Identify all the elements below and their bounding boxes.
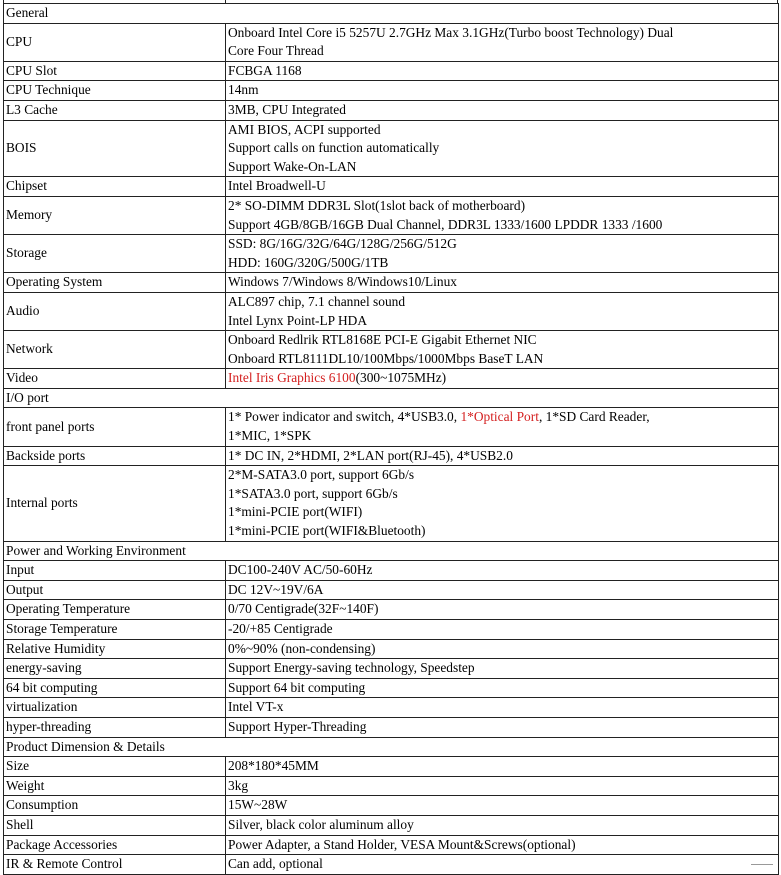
- value-text: DC100-240V AC/50-60Hz: [228, 562, 373, 578]
- value-text: 1* Power indicator and switch, 4*USB3.0,: [228, 409, 461, 425]
- value-text: 0%~90% (non-condensing): [228, 640, 376, 656]
- spec-value: [226, 620, 779, 640]
- spec-value-line: [228, 581, 776, 600]
- spec-label: Size: [4, 757, 226, 777]
- spec-value: [226, 717, 779, 737]
- value-text: Onboard Redlrik RTL8168E PCI-E Gigabit Ethernet NIC: [228, 332, 537, 348]
- value-text: Support Energy-saving technology, Speedstep: [228, 660, 475, 676]
- spec-row: [4, 177, 779, 197]
- spec-row: [4, 273, 779, 293]
- spec-row: [4, 815, 779, 835]
- value-text: Can add, optional: [228, 856, 323, 872]
- spec-value-line: [228, 235, 776, 254]
- spec-value-line: [228, 177, 776, 196]
- spec-table: [3, 3, 779, 875]
- spec-row: [4, 580, 779, 600]
- value-text: 3MB, CPU Integrated: [228, 101, 346, 117]
- value-text: Support 64 bit computing: [228, 679, 366, 695]
- spec-value: [226, 446, 779, 466]
- spec-label: Chipset: [4, 177, 226, 197]
- spec-value: [226, 81, 779, 101]
- section-title: Product Dimension & Details: [4, 737, 779, 757]
- value-text: ALC897 chip, 7.1 channel sound: [228, 293, 406, 309]
- spec-value-line: [228, 718, 776, 737]
- spec-value-line: [228, 855, 776, 874]
- spec-row: [4, 796, 779, 816]
- spec-label: Relative Humidity: [4, 639, 226, 659]
- spec-value: [226, 466, 779, 541]
- value-text: Support calls on function automatically: [228, 140, 440, 156]
- spec-value: [226, 177, 779, 197]
- spec-row: [4, 678, 779, 698]
- spec-row: [4, 466, 779, 541]
- spec-row: [4, 757, 779, 777]
- spec-row: [4, 600, 779, 620]
- section-header-row: [4, 541, 779, 561]
- spec-value-line: [228, 254, 776, 273]
- value-text: DC 12V~19V/6A: [228, 581, 324, 597]
- spec-value: [226, 678, 779, 698]
- value-text: Silver, black color aluminum alloy: [228, 816, 414, 832]
- spec-value: [226, 292, 779, 330]
- value-text: -20/+85 Centigrade: [228, 621, 333, 636]
- spec-label: Shell: [4, 815, 226, 835]
- highlighted-text: Intel Iris Graphics 6100: [228, 370, 356, 386]
- spec-row: [4, 561, 779, 581]
- spec-value: [226, 698, 779, 718]
- spec-value-line: [228, 698, 776, 717]
- spec-value: [226, 639, 779, 659]
- spec-value-line: [228, 796, 776, 815]
- spec-value: [226, 369, 779, 389]
- value-text: Onboard RTL8111DL10/100Mbps/1000Mbps BaseT LAN: [228, 350, 544, 366]
- spec-value-line: [228, 273, 776, 292]
- spec-label: Package Accessories: [4, 835, 226, 855]
- section-title: Power and Working Environment: [4, 541, 779, 561]
- spec-value-line: [228, 485, 776, 504]
- spec-value: [226, 120, 779, 177]
- spec-value: [226, 796, 779, 816]
- value-text: Support 4GB/8GB/16GB Dual Channel, DDR3L 1333/1600 LPDDR 1333 /1600: [228, 216, 663, 232]
- section-header-row: [4, 4, 779, 24]
- spec-value-line: [228, 777, 776, 796]
- spec-label: Memory: [4, 196, 226, 234]
- spec-value-line: [228, 350, 776, 369]
- highlighted-text: 1*Optical Port: [460, 409, 539, 425]
- spec-value-line: [228, 503, 776, 522]
- spec-value: [226, 815, 779, 835]
- value-text: 208*180*45MM: [228, 758, 319, 774]
- spec-row: [4, 835, 779, 855]
- spec-row: [4, 235, 779, 273]
- spec-value-line: [228, 640, 776, 659]
- section-header-row: [4, 388, 779, 408]
- spec-row: [4, 61, 779, 81]
- spec-value-line: [228, 197, 776, 216]
- spec-row: [4, 776, 779, 796]
- spec-value-line: [228, 427, 776, 446]
- spec-label: L3 Cache: [4, 100, 226, 120]
- spec-row: [4, 620, 779, 640]
- value-text: Onboard Intel Core i5 5257U 2.7GHz Max 3.1GHz(Turbo boost Technology) Dual: [228, 24, 674, 40]
- value-text: HDD: 160G/320G/500G/1TB: [228, 254, 389, 270]
- spec-label: IR & Remote Control: [4, 855, 226, 875]
- value-text: 2*M-SATA3.0 port, support 6Gb/s: [228, 467, 415, 483]
- spec-value-line: [228, 139, 776, 158]
- spec-value: [226, 835, 779, 855]
- spec-label: BOIS: [4, 120, 226, 177]
- spec-label: Network: [4, 331, 226, 369]
- spec-value-line: [228, 836, 776, 855]
- spec-label: Audio: [4, 292, 226, 330]
- spec-label: energy-saving: [4, 659, 226, 679]
- spec-value: [226, 600, 779, 620]
- spec-label: Operating Temperature: [4, 600, 226, 620]
- value-text: 3kg: [228, 777, 249, 793]
- spec-value-line: [228, 620, 776, 639]
- spec-row: [4, 659, 779, 679]
- spec-row: [4, 446, 779, 466]
- spec-value-line: [228, 312, 776, 331]
- value-text: Support Hyper-Threading: [228, 718, 367, 734]
- spec-value: [226, 196, 779, 234]
- value-text: , 1*SD Card Reader,: [538, 409, 650, 425]
- value-text: FCBGA 1168: [228, 62, 302, 78]
- value-text: Intel Lynx Point-LP HDA: [228, 312, 367, 328]
- spec-row: [4, 855, 779, 875]
- spec-value-line: [228, 24, 776, 43]
- spec-value-line: [228, 42, 776, 61]
- value-text: 1*SATA3.0 port, support 6Gb/s: [228, 485, 398, 501]
- spec-label: Storage: [4, 235, 226, 273]
- spec-value-line: [228, 757, 776, 776]
- spec-value-line: [228, 121, 776, 140]
- spec-row: [4, 196, 779, 234]
- spec-row: [4, 408, 779, 446]
- spec-value-line: [228, 331, 776, 350]
- spec-value: [226, 561, 779, 581]
- section-title: General: [4, 4, 779, 24]
- value-text: Intel Broadwell-U: [228, 178, 326, 194]
- value-text: 0/70 Centigrade(32F~140F): [228, 601, 379, 617]
- spec-value-line: [228, 408, 776, 427]
- spec-row: [4, 292, 779, 330]
- spec-value: [226, 776, 779, 796]
- spec-table-body: [4, 4, 779, 875]
- spec-value: [226, 100, 779, 120]
- spec-value-line: [228, 466, 776, 485]
- spec-row: [4, 331, 779, 369]
- spec-label: Output: [4, 580, 226, 600]
- spec-label: hyper-threading: [4, 717, 226, 737]
- spec-label: Internal ports: [4, 466, 226, 541]
- spec-label: virtualization: [4, 698, 226, 718]
- spec-value-line: [228, 659, 776, 678]
- spec-value: [226, 659, 779, 679]
- spec-value-line: [228, 369, 776, 388]
- spec-value: [226, 331, 779, 369]
- value-text: 2* SO-DIMM DDR3L Slot(1slot back of motherboard): [228, 197, 526, 213]
- corner-mark: [751, 864, 773, 867]
- spec-value: [226, 855, 779, 875]
- spec-row: [4, 100, 779, 120]
- value-text: SSD: 8G/16G/32G/64G/128G/256G/512G: [228, 236, 457, 252]
- spec-label: CPU Technique: [4, 81, 226, 101]
- spec-value-line: [228, 293, 776, 312]
- spec-value: [226, 235, 779, 273]
- spec-label: 64 bit computing: [4, 678, 226, 698]
- section-header-row: [4, 737, 779, 757]
- spec-value: [226, 580, 779, 600]
- spec-value-line: [228, 447, 776, 466]
- spec-row: [4, 81, 779, 101]
- value-text: Windows 7/Windows 8/Windows10/Linux: [228, 274, 457, 290]
- spec-value-line: [228, 561, 776, 580]
- value-text: Core Four Thread: [228, 43, 324, 59]
- value-text: Support Wake-On-LAN: [228, 158, 357, 174]
- value-text: 14nm: [228, 82, 259, 98]
- spec-value-line: [228, 81, 776, 100]
- spec-label: Weight: [4, 776, 226, 796]
- value-text: 1*mini-PCIE port(WIFI): [228, 504, 363, 520]
- spec-value: [226, 408, 779, 446]
- spec-row: [4, 717, 779, 737]
- value-text: (300~1075MHz): [355, 370, 447, 386]
- spec-label: CPU: [4, 23, 226, 61]
- section-title: I/O port: [4, 388, 779, 408]
- value-text: 1* DC IN, 2*HDMI, 2*LAN port(RJ-45), 4*USB2.0: [228, 447, 513, 463]
- value-text: 1*mini-PCIE port(WIFI&Bluetooth): [228, 523, 426, 539]
- spec-label: Backside ports: [4, 446, 226, 466]
- spec-label: Consumption: [4, 796, 226, 816]
- spec-label: front panel ports: [4, 408, 226, 446]
- value-text: AMI BIOS, ACPI supported: [228, 121, 381, 137]
- spec-value-line: [228, 522, 776, 541]
- spec-value-line: [228, 62, 776, 81]
- value-text: Power Adapter, a Stand Holder, VESA Mount&Screws(optional): [228, 836, 576, 852]
- spec-row: [4, 120, 779, 177]
- spec-value-line: [228, 679, 776, 698]
- value-text: 1*MIC, 1*SPK: [228, 428, 312, 444]
- spec-value-line: [228, 600, 776, 619]
- spec-value-line: [228, 816, 776, 835]
- spec-row: [4, 369, 779, 389]
- spec-row: [4, 23, 779, 61]
- spec-row: [4, 639, 779, 659]
- spec-row: [4, 698, 779, 718]
- spec-label: CPU Slot: [4, 61, 226, 81]
- value-text: 15W~28W: [228, 797, 288, 813]
- spec-value: [226, 23, 779, 61]
- spec-label: Operating System: [4, 273, 226, 293]
- spec-label: Storage Temperature: [4, 620, 226, 640]
- spec-label: Video: [4, 369, 226, 389]
- spec-value-line: [228, 158, 776, 177]
- spec-value-line: [228, 216, 776, 235]
- spec-label: Input: [4, 561, 226, 581]
- spec-value: [226, 273, 779, 293]
- spec-value-line: [228, 101, 776, 120]
- value-text: Intel VT-x: [228, 699, 284, 715]
- spec-value: [226, 757, 779, 777]
- spec-value: [226, 61, 779, 81]
